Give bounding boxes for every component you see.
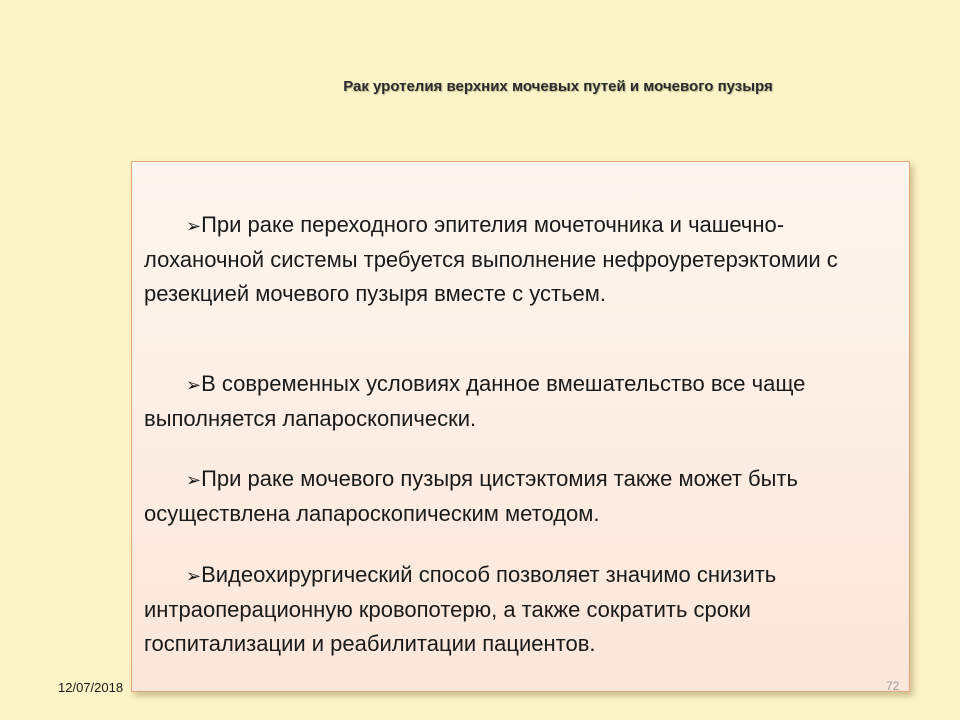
content-box [131, 161, 910, 692]
bullet-text: При раке мочевого пузыря цистэктомия также может быть осуществлена лапароскопическим методом. [144, 466, 798, 526]
arrow-bullet-icon: ➢ [186, 566, 202, 586]
bullet-item [144, 462, 904, 531]
bullet-item [144, 208, 904, 311]
bullet-text: При раке переходного эпителия мочеточника и чашечно-лоханочной системы требуется выполнение нефроуретерэктомии с резекцией мочевого пузыря вместе с устьем. [144, 212, 838, 306]
footer-date: 12/07/2018 [58, 680, 124, 695]
slide-title: Рак уротелия верхних мочевых путей и мочевого пузыря [343, 78, 773, 95]
arrow-bullet-icon: ➢ [186, 216, 202, 236]
arrow-bullet-icon: ➢ [186, 375, 202, 395]
page-number: 72 [886, 679, 900, 693]
bullet-text: В современных условиях данное вмешательство все чаще выполняется лапароскопически. [144, 371, 806, 431]
bullet-text: Видеохирургический способ позволяет значимо снизить интраоперационную кровопотерю, а также сократить сроки госпитализации и реабилитации пациентов. [144, 562, 777, 656]
bullet-item [144, 558, 904, 661]
arrow-bullet-icon: ➢ [186, 470, 202, 490]
bullet-item [144, 367, 904, 436]
